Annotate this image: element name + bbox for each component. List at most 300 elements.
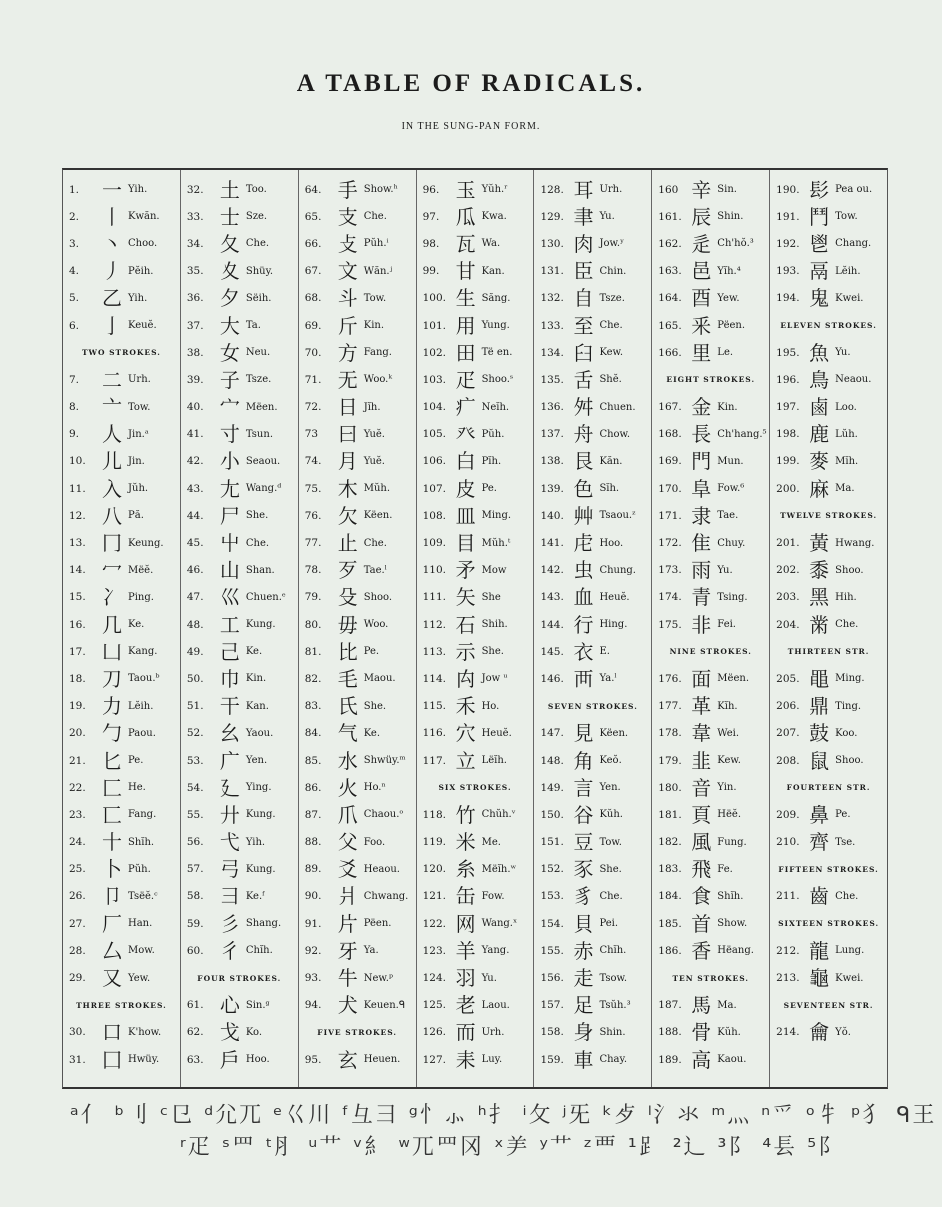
- radical-number: 145.: [540, 645, 564, 658]
- radical-romanization: Yin.: [717, 782, 737, 794]
- radical-row: [299, 720, 416, 747]
- radical-number: 59.: [186, 917, 204, 930]
- radical-character: 里: [691, 340, 712, 365]
- radical-character: 門: [691, 449, 712, 474]
- radical-number: 147.: [540, 727, 564, 740]
- radical-romanization: Tsow.: [599, 972, 628, 984]
- radical-character: 矢: [455, 585, 476, 610]
- radical-row: [63, 502, 180, 529]
- radical-row: [417, 937, 534, 964]
- radical-number: 56.: [186, 836, 204, 849]
- radical-number: 198.: [776, 428, 800, 441]
- radical-romanization: Tsze.: [599, 292, 625, 304]
- radical-number: 146.: [540, 672, 564, 685]
- radical-romanization: Fei.: [717, 619, 736, 631]
- radical-row: [770, 829, 887, 856]
- radical-row: [652, 557, 769, 584]
- radical-number: 45.: [186, 537, 204, 550]
- radical-romanization: Shang.: [245, 918, 282, 930]
- radical-romanization: Keuĕ.: [128, 320, 157, 332]
- radical-romanization: Jin.: [128, 455, 145, 467]
- radical-number: 197.: [776, 401, 800, 414]
- radical-row: [417, 394, 534, 421]
- radical-number: 21.: [69, 754, 86, 767]
- radical-character: 比: [337, 639, 358, 664]
- radical-number: 196.: [776, 373, 800, 386]
- radical-row: [534, 665, 651, 692]
- radical-number: 206.: [776, 700, 800, 713]
- radical-character: 釆: [691, 313, 712, 338]
- radical-number: 123.: [422, 944, 446, 957]
- radical-romanization: Chŭh.ᵛ: [481, 809, 516, 821]
- radical-romanization: Fow.⁶: [717, 483, 745, 495]
- radical-romanization: Ke.: [363, 727, 381, 739]
- radical-character: 非: [691, 612, 712, 637]
- radical-romanization: Neu.: [245, 347, 271, 359]
- stroke-count-header: SIXTEEN STROKES.: [778, 919, 880, 929]
- radical-row: [652, 584, 769, 611]
- radical-character: 耒: [455, 1047, 476, 1072]
- radical-row: [299, 992, 416, 1019]
- radical-number: 58.: [186, 890, 204, 903]
- radical-row: [652, 285, 769, 312]
- radical-romanization: Kan.: [481, 265, 505, 277]
- radical-row: [181, 339, 298, 366]
- radical-row: [652, 258, 769, 285]
- radical-number: 50.: [186, 672, 204, 685]
- radical-character: 殳: [337, 585, 358, 610]
- radical-romanization: Kwa.: [481, 211, 507, 223]
- radical-character: 禾: [455, 694, 476, 719]
- radical-number: 33.: [186, 210, 204, 223]
- radical-romanization: She.: [363, 700, 387, 712]
- radical-row: [63, 693, 180, 720]
- stroke-count-header: THREE STROKES.: [76, 1000, 167, 1010]
- radical-row: [770, 230, 887, 257]
- stroke-count-header: FOUR STROKES.: [197, 973, 282, 983]
- radical-number: 32.: [186, 183, 204, 196]
- radical-romanization: Sin.: [717, 184, 737, 196]
- radical-romanization: Keuen.ᑫ: [363, 999, 406, 1011]
- radical-romanization: Paou.: [128, 727, 156, 739]
- radical-character: 小: [219, 449, 240, 474]
- radical-romanization: Ke.ᶠ: [245, 890, 265, 902]
- radical-row: [652, 883, 769, 910]
- radical-row: [63, 747, 180, 774]
- radical-romanization: Loo.: [835, 401, 857, 413]
- radical-number: 85.: [304, 754, 322, 767]
- radical-romanization: Hoo.: [599, 537, 624, 549]
- radical-romanization: Mëĕ.: [128, 564, 154, 576]
- radical-number: 138.: [540, 455, 564, 468]
- radical-row: [770, 339, 887, 366]
- radical-character: 广: [219, 748, 240, 773]
- radical-number: 185.: [658, 917, 682, 930]
- radical-character: 夕: [219, 286, 240, 311]
- radical-character: 舌: [573, 367, 594, 392]
- radical-character: 屮: [219, 531, 240, 556]
- radical-romanization: Pe.: [835, 809, 851, 821]
- radical-romanization: Yih.: [128, 184, 148, 196]
- radical-row: [534, 502, 651, 529]
- radical-romanization: Tae.ˡ: [363, 564, 388, 576]
- radical-character: 氏: [337, 694, 358, 719]
- variant-form-glyph: ʰ扌: [477, 1103, 513, 1128]
- radical-character: 阜: [691, 476, 712, 501]
- radical-number: 47.: [186, 591, 204, 604]
- radical-character: 魚: [809, 340, 830, 365]
- radical-number: 5.: [69, 292, 80, 305]
- radical-number: 16.: [69, 618, 86, 631]
- radical-romanization: Mun.: [717, 455, 744, 467]
- radical-row: [770, 529, 887, 556]
- radical-row: [652, 475, 769, 502]
- radical-row: [299, 366, 416, 393]
- radical-row: [63, 638, 180, 665]
- variant-form-glyph: ⁴镸: [762, 1135, 798, 1160]
- radical-number: 174.: [658, 591, 682, 604]
- radical-number: 79.: [304, 591, 322, 604]
- radical-number: 104.: [422, 401, 446, 414]
- radical-character: 鬯: [809, 231, 830, 256]
- radical-romanization: Mow: [481, 564, 507, 576]
- radical-romanization: Jow ᵘ: [481, 673, 508, 685]
- radical-character: 石: [455, 612, 476, 637]
- radical-character: 貝: [573, 911, 594, 936]
- radical-row: [652, 176, 769, 203]
- radical-romanization: Tse.: [835, 836, 856, 848]
- radical-character: 黃: [809, 531, 830, 556]
- radical-row: [652, 611, 769, 638]
- radical-number: 177.: [658, 700, 682, 713]
- radical-row: [299, 230, 416, 257]
- radical-romanization: Pei.: [599, 918, 619, 930]
- radical-character: 辛: [691, 177, 712, 202]
- radical-romanization: Lĕih.: [128, 700, 154, 712]
- radical-romanization: Hëĕ.: [717, 809, 742, 821]
- radical-romanization: Heaou.: [363, 863, 400, 875]
- radical-row: [63, 829, 180, 856]
- radical-character: 鼓: [809, 721, 830, 746]
- radical-romanization: Tow.: [599, 836, 622, 848]
- radical-character: 犬: [337, 993, 358, 1018]
- radical-romanization: Shĭh.: [128, 836, 155, 848]
- radical-romanization: Ming.: [835, 673, 865, 685]
- radical-row: [181, 693, 298, 720]
- radical-row: [534, 829, 651, 856]
- radical-row: [299, 774, 416, 801]
- radical-character: 米: [455, 830, 476, 855]
- radical-row: [770, 937, 887, 964]
- radical-number: 98.: [422, 237, 440, 250]
- radical-row: [181, 747, 298, 774]
- radical-romanization: Neĭh.: [481, 401, 510, 413]
- radical-number: 25.: [69, 863, 86, 876]
- radical-romanization: Laou.: [481, 999, 510, 1011]
- radical-row: [63, 176, 180, 203]
- radical-romanization: Lëĭh.: [481, 755, 507, 767]
- radical-character: 匚: [102, 775, 122, 800]
- variant-form-glyph: ᑫ王: [896, 1103, 937, 1128]
- radical-character: 肉: [573, 231, 594, 256]
- radical-row: [181, 883, 298, 910]
- radical-character: 鹵: [809, 395, 830, 420]
- radical-number: 152.: [540, 863, 564, 876]
- radical-number: 97.: [422, 210, 440, 223]
- variant-form-glyph: ʸ艹: [539, 1135, 574, 1160]
- radical-row: [299, 693, 416, 720]
- radical-romanization: Jow.ʸ: [599, 238, 625, 250]
- radical-romanization: Fung.: [717, 836, 747, 848]
- stroke-count-header: SEVENTEEN STR.: [783, 1000, 874, 1010]
- radical-romanization: Too.: [245, 184, 267, 196]
- radical-number: 82.: [304, 672, 322, 685]
- variant-form-glyph: ᵇ刂: [114, 1103, 151, 1128]
- variant-form-glyph: ᶠ彑彐: [342, 1103, 399, 1128]
- radical-row: [63, 258, 180, 285]
- radical-row: [652, 1046, 769, 1073]
- radical-character: 骨: [691, 1020, 712, 1045]
- radical-romanization: Che.: [245, 537, 270, 549]
- radical-romanization: Fang.: [128, 809, 157, 821]
- radical-romanization: Ke.: [245, 646, 263, 658]
- radical-character: 豕: [573, 857, 594, 882]
- radical-romanization: Kŭh.: [717, 1026, 741, 1038]
- radical-number: 29.: [69, 972, 86, 985]
- radical-number: 11.: [69, 482, 86, 495]
- radical-number: 49.: [186, 645, 204, 658]
- radical-number: 24.: [69, 836, 86, 849]
- radical-number: 115.: [422, 700, 446, 713]
- radical-romanization: Ho.: [481, 700, 500, 712]
- radical-character: 言: [573, 775, 594, 800]
- radical-number: 140.: [540, 509, 564, 522]
- radical-character: 入: [102, 476, 122, 501]
- radical-row: [181, 856, 298, 883]
- radical-number: 4.: [69, 265, 80, 278]
- radical-row: [770, 366, 887, 393]
- radical-row: [417, 910, 534, 937]
- radical-number: 34.: [186, 237, 204, 250]
- radical-number: 139.: [540, 482, 564, 495]
- radical-romanization: Urh.: [599, 184, 623, 196]
- radical-character: 网: [455, 911, 476, 936]
- radical-character: 青: [691, 585, 712, 610]
- radical-number: 180.: [658, 781, 682, 794]
- radical-character: 木: [337, 476, 358, 501]
- radical-number: 211.: [776, 890, 800, 903]
- radical-character: 子: [219, 367, 240, 392]
- radical-character: 鹿: [809, 422, 830, 447]
- variant-form-glyph: ᶜ㔾: [160, 1103, 195, 1128]
- radical-romanization: Kan.: [245, 700, 269, 712]
- radical-row: [417, 584, 534, 611]
- radical-character: 香: [691, 938, 712, 963]
- radical-row: [652, 693, 769, 720]
- radical-romanization: Ting.: [835, 700, 862, 712]
- radical-character: 夊: [219, 259, 240, 284]
- radical-row: [299, 448, 416, 475]
- radical-romanization: Tsing.: [717, 591, 748, 603]
- radical-character: 衣: [573, 639, 594, 664]
- variant-form-glyph: ˢ罒: [221, 1135, 256, 1160]
- radical-row: [299, 856, 416, 883]
- radical-row: [417, 230, 534, 257]
- radical-character: 齊: [809, 830, 830, 855]
- radical-character: 斤: [337, 313, 358, 338]
- radical-number: 182.: [658, 836, 682, 849]
- radical-romanization: Yŏ.: [835, 1026, 851, 1038]
- radical-character: 豸: [573, 884, 594, 909]
- radical-row: [299, 557, 416, 584]
- radical-row: [770, 720, 887, 747]
- radical-romanization: Tow.: [363, 292, 387, 304]
- radical-number: 213.: [776, 972, 800, 985]
- radical-row: [417, 176, 534, 203]
- radical-number: 1.: [69, 183, 80, 196]
- stroke-count-header: ELEVEN STROKES.: [780, 321, 877, 331]
- radical-romanization: She.: [481, 646, 504, 658]
- radical-row: [299, 258, 416, 285]
- radical-number: 120.: [422, 863, 446, 876]
- radical-row: [63, 285, 180, 312]
- radical-number: 2.: [69, 210, 80, 223]
- radical-number: 53.: [186, 754, 204, 767]
- radical-number: 86.: [304, 781, 322, 794]
- radical-romanization: Shwüy.ᵐ: [363, 755, 406, 767]
- radical-number: 129.: [540, 210, 564, 223]
- radical-row: [63, 937, 180, 964]
- radical-character: 鬥: [809, 204, 830, 229]
- variant-form-glyph: ᵖ犭: [851, 1103, 887, 1128]
- radical-character: 己: [219, 639, 240, 664]
- radical-number: 181.: [658, 808, 682, 821]
- radical-number: 121.: [422, 890, 446, 903]
- radical-number: 69.: [304, 319, 322, 332]
- radical-number: 93.: [304, 972, 322, 985]
- radical-romanization: Săng.: [481, 292, 511, 304]
- radical-character: 瓜: [455, 204, 476, 229]
- radical-romanization: Të en.: [481, 347, 513, 359]
- radical-number: 13.: [69, 537, 86, 550]
- radical-number: 118.: [422, 808, 446, 821]
- table-column: [417, 170, 535, 1087]
- radical-character: 攴: [337, 231, 358, 256]
- table-column: [652, 170, 770, 1087]
- radical-romanization: Wăn.ʲ: [363, 265, 393, 277]
- radical-number: 194.: [776, 292, 800, 305]
- radical-character: 黍: [809, 558, 830, 583]
- radical-character: 金: [691, 395, 712, 420]
- radical-number: 89.: [304, 863, 322, 876]
- radical-romanization: Kwei.: [835, 972, 864, 984]
- variant-form-glyph: ᶻ覀: [583, 1135, 618, 1160]
- radical-romanization: Woo.: [363, 619, 389, 631]
- radical-number: 7.: [69, 373, 80, 386]
- radical-character: 斗: [337, 286, 358, 311]
- radical-number: 203.: [776, 591, 800, 604]
- radical-row: [299, 203, 416, 230]
- radical-romanization: Maou.: [363, 673, 396, 685]
- radical-row: [534, 937, 651, 964]
- radical-romanization: Show.ʰ: [363, 184, 398, 196]
- radical-character: 儿: [102, 449, 122, 474]
- radical-number: 54.: [186, 781, 204, 794]
- radical-row: [770, 203, 887, 230]
- radical-character: 龍: [809, 938, 830, 963]
- radical-romanization: Kŭh.: [599, 809, 623, 821]
- radical-row: [299, 910, 416, 937]
- radical-romanization: Shüy.: [245, 265, 274, 277]
- radical-romanization: Mĭh.: [835, 455, 859, 467]
- radical-romanization: Luy.: [481, 1054, 503, 1066]
- radical-romanization: Tow.: [835, 211, 858, 223]
- radical-number: 173.: [658, 564, 682, 577]
- radical-row: [770, 964, 887, 991]
- radical-number: 183.: [658, 863, 682, 876]
- radical-row: [181, 475, 298, 502]
- radical-row: [181, 992, 298, 1019]
- radical-row: [534, 475, 651, 502]
- radical-character: 丿: [102, 259, 122, 284]
- radical-romanization: Ying.: [245, 782, 272, 794]
- radical-row: [652, 747, 769, 774]
- radical-row: [652, 448, 769, 475]
- radical-number: 23.: [69, 808, 86, 821]
- radical-romanization: Heuĕ.: [599, 591, 630, 603]
- radical-romanization: Kung.: [245, 809, 276, 821]
- radical-row: [181, 720, 298, 747]
- radical-number: 166.: [658, 346, 682, 359]
- radical-number: 102.: [422, 346, 446, 359]
- radical-row: [417, 203, 534, 230]
- radical-number: 91.: [304, 917, 322, 930]
- radical-number: 52.: [186, 727, 204, 740]
- radical-character: 示: [455, 639, 476, 664]
- variant-form-glyph: ᵉ巜川: [273, 1103, 333, 1128]
- radical-row: [299, 883, 416, 910]
- radical-row: [770, 611, 887, 638]
- radical-romanization: Keŏ.: [599, 755, 622, 767]
- radical-number: 9.: [69, 428, 80, 441]
- radical-number: 131.: [540, 265, 564, 278]
- radical-character: 鬼: [809, 286, 830, 311]
- radical-romanization: Shĕ.: [599, 374, 622, 386]
- radical-row: [417, 747, 534, 774]
- radical-number: 73: [304, 428, 319, 441]
- radical-row: [63, 557, 180, 584]
- radical-row: [181, 584, 298, 611]
- radical-character: 隶: [691, 503, 712, 528]
- radical-romanization: Heuĕ.: [481, 727, 512, 739]
- radical-character: 糸: [455, 857, 476, 882]
- radical-number: 12.: [69, 509, 86, 522]
- radical-romanization: Mŭh.ᵗ: [481, 537, 511, 549]
- radical-row: [181, 394, 298, 421]
- radical-romanization: Keung.: [128, 537, 164, 549]
- radical-number: 60.: [186, 944, 204, 957]
- radical-romanization: Pĭh.: [481, 455, 502, 467]
- radical-character: 生: [455, 286, 476, 311]
- radical-number: 188.: [658, 1026, 682, 1039]
- stroke-count-header: SIX STROKES.: [438, 783, 512, 793]
- radical-romanization: Yew.: [128, 972, 151, 984]
- radical-romanization: Pea ou.: [835, 184, 873, 196]
- table-column: [770, 170, 887, 1087]
- stroke-count-header: EIGHT STROKES.: [666, 375, 756, 385]
- radical-romanization: Yew.: [717, 292, 740, 304]
- radical-character: 山: [219, 558, 240, 583]
